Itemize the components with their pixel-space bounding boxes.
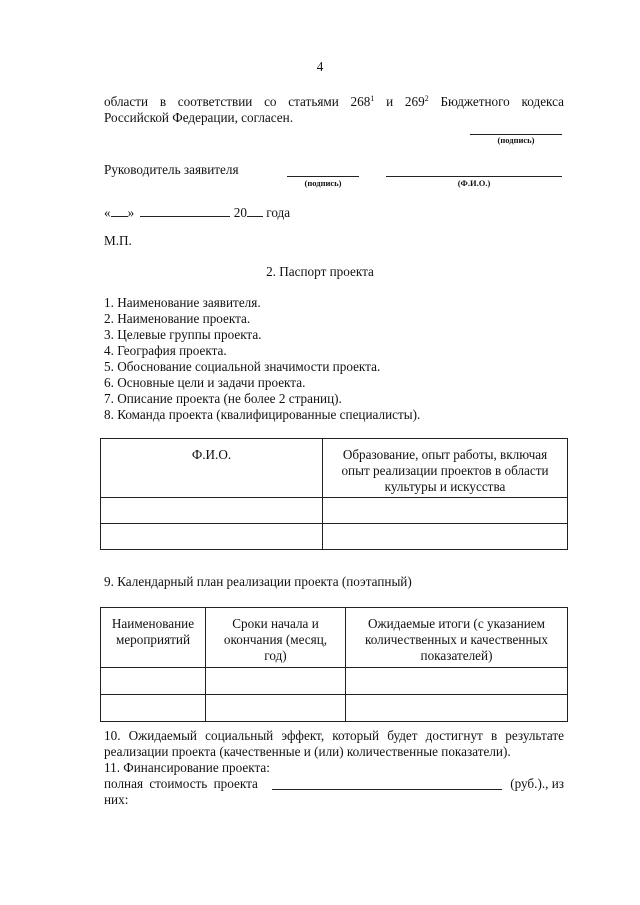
table-row bbox=[101, 498, 568, 524]
cost-blank bbox=[272, 789, 502, 790]
page-number: 4 bbox=[316, 59, 324, 74]
table-cell[interactable] bbox=[206, 668, 346, 695]
date-line bbox=[104, 205, 290, 221]
list-item: 8. Команда проекта (квалифицированные специалисты). bbox=[104, 407, 421, 422]
intro-line-2: Российской Федерации, согласен. bbox=[104, 110, 294, 125]
header-fio-text: Ф.И.О. bbox=[191, 447, 232, 462]
year-prefix: 20 bbox=[233, 205, 247, 220]
header-text-line: количественных и качественных bbox=[365, 632, 548, 647]
header-text-line: Сроки начала и bbox=[232, 616, 319, 631]
header-text-line: Ожидаемые итоги (с указанием bbox=[367, 616, 546, 631]
list-item: 2. Наименование проекта. bbox=[104, 311, 251, 326]
date-open-quote: « bbox=[104, 205, 111, 220]
table-cell[interactable] bbox=[101, 498, 323, 524]
signature-caption: (подпись) bbox=[497, 135, 535, 145]
plan-table bbox=[100, 607, 568, 722]
table-row bbox=[101, 524, 568, 550]
intro-text-c: Бюджетного кодекса bbox=[428, 94, 564, 109]
passport-list bbox=[104, 295, 420, 423]
table-cell[interactable] bbox=[206, 695, 346, 722]
item-9: 9. Календарный план реализации проекта (поэтапный) bbox=[104, 574, 412, 589]
list-item: 5. Обоснование социальной значимости проекта. bbox=[104, 359, 381, 374]
table-row bbox=[101, 695, 568, 722]
list-item: 6. Основные цели и задачи проекта. bbox=[104, 375, 306, 390]
footnote-ref-2: 2 bbox=[424, 94, 429, 103]
day-blank bbox=[111, 205, 128, 217]
list-item: 3. Целевые группы проекта. bbox=[104, 327, 262, 342]
item-10-line-2: реализации проекта (качественные и (или) количественные показатели). bbox=[104, 744, 511, 759]
head-signature-caption: (подпись) bbox=[304, 178, 342, 188]
table-cell[interactable] bbox=[101, 695, 206, 722]
month-blank bbox=[140, 205, 230, 217]
table-cell[interactable] bbox=[346, 668, 568, 695]
item-11-line-3: них: bbox=[104, 792, 129, 807]
table-cell[interactable] bbox=[101, 524, 323, 550]
head-label: Руководитель заявителя bbox=[104, 162, 239, 177]
item-11-line-2 bbox=[104, 776, 564, 792]
cost-unit: (руб.)., из bbox=[510, 776, 564, 791]
table-cell[interactable] bbox=[346, 695, 568, 722]
header-education bbox=[323, 439, 568, 498]
year-suffix: года bbox=[262, 205, 291, 220]
date-close-quote: » bbox=[127, 205, 135, 220]
header-text-line: Наименование bbox=[111, 616, 195, 631]
table-header-row bbox=[101, 608, 568, 668]
list-item: 1. Наименование заявителя. bbox=[104, 295, 261, 310]
head-fio-caption: (Ф.И.О.) bbox=[457, 178, 491, 188]
header-dates bbox=[206, 608, 346, 668]
table-header-row bbox=[101, 439, 568, 498]
header-activities bbox=[101, 608, 206, 668]
header-text-line: опыт реализации проектов в области bbox=[341, 463, 549, 478]
item-11-line-1: 11. Финансирование проекта: bbox=[104, 760, 270, 775]
table-cell[interactable] bbox=[323, 498, 568, 524]
header-text-line: окончания (месяц, bbox=[223, 632, 328, 647]
intro-text-b: и 269 bbox=[374, 94, 425, 109]
cost-label: полная стоимость проекта bbox=[104, 776, 258, 791]
head-signature-line bbox=[287, 176, 359, 177]
table-cell[interactable] bbox=[323, 524, 568, 550]
header-text-line: Образование, опыт работы, включая bbox=[342, 447, 548, 462]
header-text-line: культуры и искусства bbox=[384, 479, 506, 494]
header-fio bbox=[101, 439, 323, 498]
head-fio-line bbox=[386, 176, 562, 177]
seal-mark: М.П. bbox=[104, 233, 132, 248]
header-results bbox=[346, 608, 568, 668]
list-item: 4. География проекта. bbox=[104, 343, 227, 358]
header-text-line: год) bbox=[264, 648, 287, 663]
intro-text-a: области в соответствии со статьями 268 bbox=[104, 94, 371, 109]
table-cell[interactable] bbox=[101, 668, 206, 695]
item-10-line-1: 10. Ожидаемый социальный эффект, который будет достигнут в результате bbox=[104, 728, 564, 743]
footnote-ref-1: 1 bbox=[370, 94, 375, 103]
header-text-line: мероприятий bbox=[115, 632, 191, 647]
header-text-line: показателей) bbox=[420, 648, 493, 663]
section-title: 2. Паспорт проекта bbox=[266, 264, 374, 279]
intro-line-1 bbox=[104, 94, 564, 110]
list-item: 7. Описание проекта (не более 2 страниц). bbox=[104, 391, 342, 406]
table-row bbox=[101, 668, 568, 695]
team-table bbox=[100, 438, 568, 550]
year-blank bbox=[247, 205, 263, 217]
